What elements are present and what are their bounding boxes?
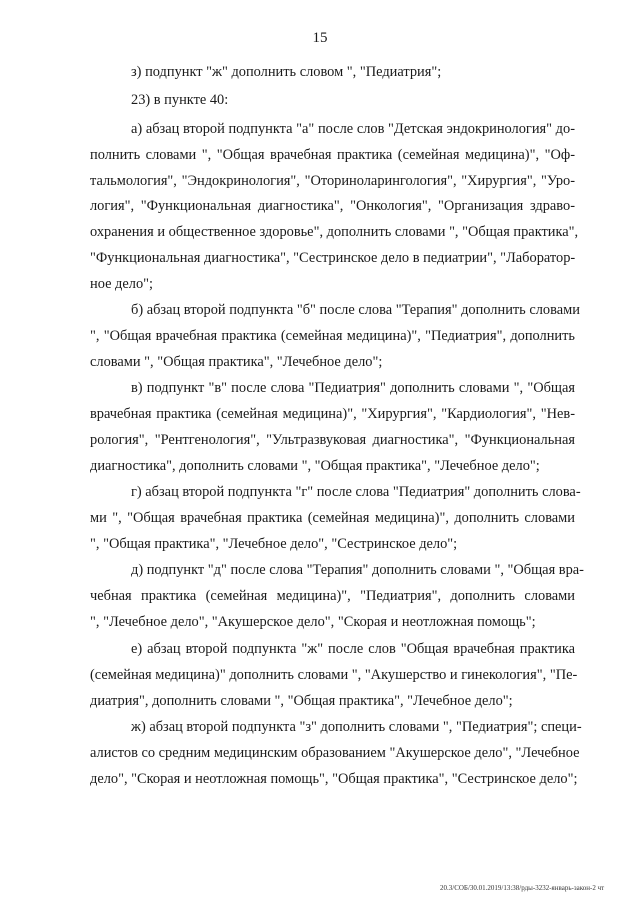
text-line: в) подпункт "в" после слова "Педиатрия" дополнить словами ", "Общая xyxy=(131,380,575,396)
text-line: б) абзац второй подпункта "б" после слова "Терапия" дополнить словами xyxy=(131,302,580,318)
text-line: ми ", "Общая врачебная практика (семейная медицина)", дополнить словами xyxy=(90,510,575,526)
text-line: (семейная медицина)" дополнить словами ", "Акушерство и гинекология", "Пе- xyxy=(90,667,578,683)
text-line: е) абзац второй подпункта "ж" после слов "Общая врачебная практика xyxy=(131,641,575,657)
text-line: охранения и общественное здоровье", дополнить словами ", "Общая практика", xyxy=(90,224,579,240)
text-line: тальмология", "Эндокринология", "Оториноларингология", "Хирургия", "Уро- xyxy=(90,173,575,189)
text-line: чебная практика (семейная медицина)", "Педиатрия", дополнить словами xyxy=(90,588,575,604)
text-line: з) подпункт "ж" дополнить словом ", "Педиатрия"; xyxy=(131,64,442,80)
text-line: диатрия", дополнить словами ", "Общая практика", "Лечебное дело"; xyxy=(90,693,513,709)
text-line: ", "Общая врачебная практика (семейная медицина)", "Педиатрия", дополнить xyxy=(90,328,575,344)
text-line: рология", "Рентгенология", "Ультразвуковая диагностика", "Функциональная xyxy=(90,432,575,448)
text-line: г) абзац второй подпункта "г" после слова "Педиатрия" дополнить слова- xyxy=(131,484,581,500)
text-line: логия", "Функциональная диагностика", "Онкология", "Организация здраво- xyxy=(90,198,575,214)
text-line: ", "Общая практика", "Лечебное дело", "Сестринское дело"; xyxy=(90,536,458,552)
text-line: врачебная практика (семейная медицина)", "Хирургия", "Кардиология", "Нев- xyxy=(90,406,575,422)
document-footer: 20.3/СОБ/30.01.2019/13:38/рды-3232-январь-закон-2 чт xyxy=(440,884,605,892)
text-line: д) подпункт "д" после слова "Терапия" дополнить словами ", "Общая вра- xyxy=(131,562,584,578)
page-number: 15 xyxy=(312,30,328,46)
text-line: дело", "Скорая и неотложная помощь", "Общая практика", "Сестринское дело"; xyxy=(90,771,578,787)
text-line: ", "Лечебное дело", "Акушерское дело", "Скорая и неотложная помощь"; xyxy=(90,614,536,630)
text-line: а) абзац второй подпункта "а" после слов "Детская эндокринология" до- xyxy=(131,121,575,137)
text-line: полнить словами ", "Общая врачебная практика (семейная медицина)", "Оф- xyxy=(90,147,575,163)
text-line: 23) в пункте 40: xyxy=(131,92,229,108)
text-line: словами ", "Общая практика", "Лечебное дело"; xyxy=(90,354,383,370)
text-line: ное дело"; xyxy=(90,276,154,292)
text-line: ж) абзац второй подпункта "з" дополнить словами ", "Педиатрия"; специ- xyxy=(131,719,582,735)
text-line: алистов со средним медицинским образованием "Акушерское дело", "Лечебное xyxy=(90,745,580,761)
text-line: "Функциональная диагностика", "Сестринское дело в педиатрии", "Лаборатор- xyxy=(90,250,576,266)
text-line: диагностика", дополнить словами ", "Общая практика", "Лечебное дело"; xyxy=(90,458,540,474)
